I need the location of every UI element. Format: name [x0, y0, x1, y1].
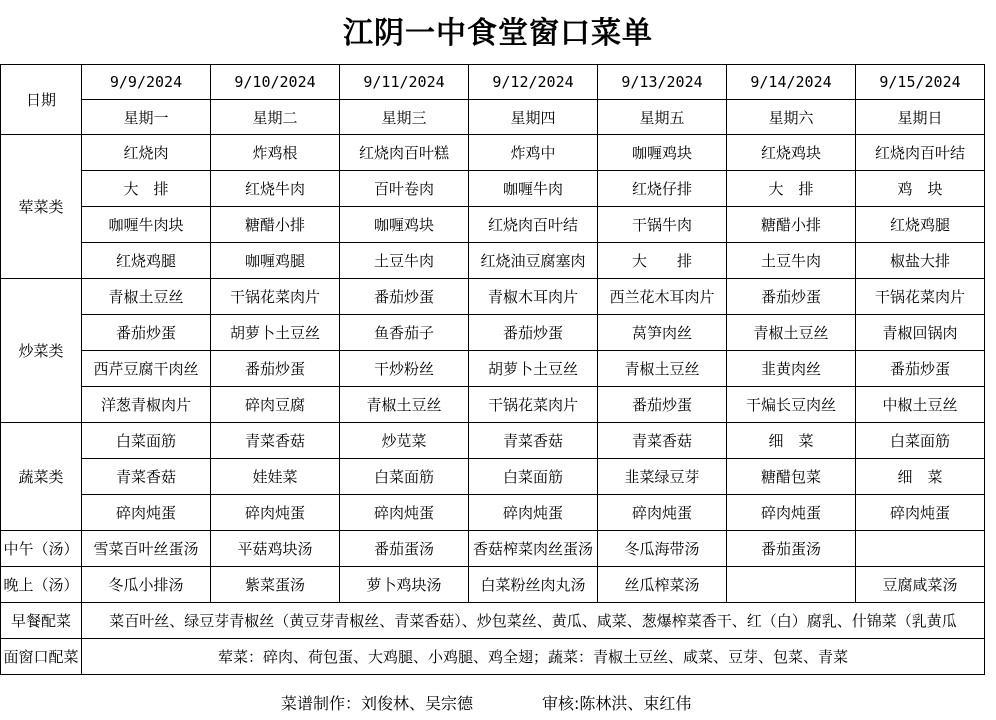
- veg-dish: 白菜面筋: [82, 423, 211, 459]
- date-cell: 9/14/2024: [727, 65, 856, 100]
- breakfast-label: 早餐配菜: [1, 603, 82, 639]
- stirfry-dish: 青椒土豆丝: [82, 279, 211, 315]
- stirfry-dish: 韭黄肉丝: [727, 351, 856, 387]
- veg-category-label: 蔬菜类: [1, 423, 82, 531]
- meat-dish: 红烧仔排: [598, 171, 727, 207]
- lunch-soup-item: 香菇榨菜肉丝蛋汤: [469, 531, 598, 567]
- stirfry-dish: 胡萝卜土豆丝: [211, 315, 340, 351]
- meat-dish: 咖喱鸡块: [340, 207, 469, 243]
- meat-dish: 红烧油豆腐塞肉: [469, 243, 598, 279]
- date-cell: 9/13/2024: [598, 65, 727, 100]
- stirfry-dish: 番茄炒蛋: [82, 315, 211, 351]
- menu-reviewer: 审核:陈林洪、束红伟: [542, 694, 692, 713]
- menu-row: [1, 495, 985, 531]
- menu-row: [1, 603, 985, 639]
- lunch-soup-item: [856, 531, 985, 567]
- meat-dish: 土豆牛肉: [340, 243, 469, 279]
- dinner-soup-item: [727, 567, 856, 603]
- meat-dish: 炸鸡根: [211, 135, 340, 171]
- weekday-cell: 星期三: [340, 100, 469, 135]
- menu-row: [1, 351, 985, 387]
- weekday-cell: 星期四: [469, 100, 598, 135]
- menu-row: [1, 100, 985, 135]
- stirfry-dish: 番茄炒蛋: [469, 315, 598, 351]
- dinner-soup-item: 白菜粉丝肉丸汤: [469, 567, 598, 603]
- breakfast-sides: [82, 603, 985, 639]
- veg-dish: 碎肉炖蛋: [856, 495, 985, 531]
- stirfry-dish: 干锅花菜肉片: [469, 387, 598, 423]
- meat-dish: 红烧肉百叶结: [856, 135, 985, 171]
- menu-row: [1, 387, 985, 423]
- dinner-soup-label: 晚上（汤）: [1, 567, 82, 603]
- footer: [0, 687, 996, 717]
- stirfry-dish: 青椒回锅肉: [856, 315, 985, 351]
- menu-row: [1, 135, 985, 171]
- breakfast-sides-text: 菜百叶丝、绿豆芽青椒丝（黄豆芽青椒丝、青菜香菇）、炒包菜丝、黄瓜、咸菜、葱爆榨菜香干、红（白）腐乳、什锦菜（乳黄瓜: [109, 612, 957, 630]
- veg-dish: 碎肉炖蛋: [211, 495, 340, 531]
- veg-dish: 青菜香菇: [469, 423, 598, 459]
- stirfry-dish: 洋葱青椒肉片: [82, 387, 211, 423]
- stirfry-dish: 干煸长豆肉丝: [727, 387, 856, 423]
- date-cell: 9/12/2024: [469, 65, 598, 100]
- menu-row: [1, 423, 985, 459]
- veg-dish: 青菜香菇: [82, 459, 211, 495]
- menu-table: [0, 64, 985, 675]
- veg-dish: 碎肉炖蛋: [727, 495, 856, 531]
- meat-dish: 红烧牛肉: [211, 171, 340, 207]
- weekday-cell: 星期二: [211, 100, 340, 135]
- noodle-label: 面窗口配菜: [1, 639, 82, 675]
- date-label: 日期: [1, 65, 82, 135]
- menu-row: [1, 171, 985, 207]
- dinner-soup-item: 豆腐咸菜汤: [856, 567, 985, 603]
- meat-dish: 咖喱鸡腿: [211, 243, 340, 279]
- veg-dish: 糖醋包菜: [727, 459, 856, 495]
- stirfry-dish: 番茄炒蛋: [340, 279, 469, 315]
- veg-dish: 炒苋菜: [340, 423, 469, 459]
- page-title: 江阴一中食堂窗口菜单: [343, 16, 653, 51]
- veg-dish: 白菜面筋: [469, 459, 598, 495]
- menu-author: 菜谱制作：刘俊林、吴宗德: [281, 694, 474, 713]
- stirfry-dish: 碎肉豆腐: [211, 387, 340, 423]
- stirfry-dish: 青椒土豆丝: [598, 351, 727, 387]
- dinner-soup-item: 冬瓜小排汤: [82, 567, 211, 603]
- stirfry-dish: 中椒土豆丝: [856, 387, 985, 423]
- lunch-soup-item: 平菇鸡块汤: [211, 531, 340, 567]
- stirfry-dish: 番茄炒蛋: [856, 351, 985, 387]
- stirfry-dish: 干炒粉丝: [340, 351, 469, 387]
- veg-dish: 白菜面筋: [856, 423, 985, 459]
- meat-dish: 干锅牛肉: [598, 207, 727, 243]
- weekday-cell: 星期一: [82, 100, 211, 135]
- lunch-soup-item: 番茄蛋汤: [340, 531, 469, 567]
- noodle-sides-text: 荤菜：碎肉、荷包蛋、大鸡腿、小鸡腿、鸡全翅；蔬菜：青椒土豆丝、咸菜、豆芽、包菜、青菜: [217, 648, 848, 666]
- stirfry-category-label: 炒菜类: [1, 279, 82, 423]
- meat-dish: 咖喱鸡块: [598, 135, 727, 171]
- menu-row: [1, 243, 985, 279]
- date-cell: 9/15/2024: [856, 65, 985, 100]
- veg-dish: 碎肉炖蛋: [469, 495, 598, 531]
- meat-dish: 红烧鸡腿: [856, 207, 985, 243]
- weekday-cell: 星期六: [727, 100, 856, 135]
- veg-dish: 青菜香菇: [211, 423, 340, 459]
- stirfry-dish: 干锅花菜肉片: [856, 279, 985, 315]
- meat-dish: 糖醋小排: [727, 207, 856, 243]
- veg-dish: 碎肉炖蛋: [598, 495, 727, 531]
- meat-dish: 咖喱牛肉: [469, 171, 598, 207]
- menu-row: [1, 639, 985, 675]
- veg-dish: 碎肉炖蛋: [340, 495, 469, 531]
- weekday-cell: 星期五: [598, 100, 727, 135]
- stirfry-dish: 青椒土豆丝: [727, 315, 856, 351]
- meat-dish: 红烧鸡腿: [82, 243, 211, 279]
- date-cell: 9/11/2024: [340, 65, 469, 100]
- stirfry-dish: 鱼香茄子: [340, 315, 469, 351]
- meat-dish: 红烧鸡块: [727, 135, 856, 171]
- meat-dish: 大 排: [82, 171, 211, 207]
- meat-dish: 红烧肉百叶结: [469, 207, 598, 243]
- lunch-soup-label: 中午（汤）: [1, 531, 82, 567]
- veg-dish: 细 菜: [727, 423, 856, 459]
- meat-dish: 红烧肉百叶糕: [340, 135, 469, 171]
- meat-dish: 百叶卷肉: [340, 171, 469, 207]
- veg-dish: 青菜香菇: [598, 423, 727, 459]
- meat-dish: 鸡 块: [856, 171, 985, 207]
- dinner-soup-item: 紫菜蛋汤: [211, 567, 340, 603]
- date-cell: 9/9/2024: [82, 65, 211, 100]
- meat-dish: 炸鸡中: [469, 135, 598, 171]
- lunch-soup-item: 冬瓜海带汤: [598, 531, 727, 567]
- stirfry-dish: 青椒木耳肉片: [469, 279, 598, 315]
- menu-row: [1, 279, 985, 315]
- menu-row: [1, 315, 985, 351]
- veg-dish: 娃娃菜: [211, 459, 340, 495]
- meat-dish: 土豆牛肉: [727, 243, 856, 279]
- dinner-soup-item: 丝瓜榨菜汤: [598, 567, 727, 603]
- stirfry-dish: 胡萝卜土豆丝: [469, 351, 598, 387]
- stirfry-dish: 番茄炒蛋: [211, 351, 340, 387]
- meat-dish: 红烧肉: [82, 135, 211, 171]
- date-cell: 9/10/2024: [211, 65, 340, 100]
- stirfry-dish: 干锅花菜肉片: [211, 279, 340, 315]
- stirfry-dish: 番茄炒蛋: [727, 279, 856, 315]
- meat-category-label: 荤菜类: [1, 135, 82, 279]
- menu-row: [1, 531, 985, 567]
- menu-row: [1, 207, 985, 243]
- menu-row: [1, 567, 985, 603]
- noodle-sides: [82, 639, 985, 675]
- meat-dish: 大 排: [727, 171, 856, 207]
- meat-dish: 椒盐大排: [856, 243, 985, 279]
- meat-dish: 咖喱牛肉块: [82, 207, 211, 243]
- meat-dish: 大 排: [598, 243, 727, 279]
- veg-dish: 韭菜绿豆芽: [598, 459, 727, 495]
- stirfry-dish: 西兰花木耳肉片: [598, 279, 727, 315]
- stirfry-dish: 番茄炒蛋: [598, 387, 727, 423]
- lunch-soup-item: 雪菜百叶丝蛋汤: [82, 531, 211, 567]
- stirfry-dish: 西芹豆腐干肉丝: [82, 351, 211, 387]
- veg-dish: 细 菜: [856, 459, 985, 495]
- menu-row: [1, 459, 985, 495]
- stirfry-dish: 青椒土豆丝: [340, 387, 469, 423]
- weekday-cell: 星期日: [856, 100, 985, 135]
- veg-dish: 碎肉炖蛋: [82, 495, 211, 531]
- stirfry-dish: 莴笋肉丝: [598, 315, 727, 351]
- veg-dish: 白菜面筋: [340, 459, 469, 495]
- menu-row: [1, 65, 985, 100]
- lunch-soup-item: 番茄蛋汤: [727, 531, 856, 567]
- menu-body: [1, 65, 985, 675]
- dinner-soup-item: 萝卜鸡块汤: [340, 567, 469, 603]
- meat-dish: 糖醋小排: [211, 207, 340, 243]
